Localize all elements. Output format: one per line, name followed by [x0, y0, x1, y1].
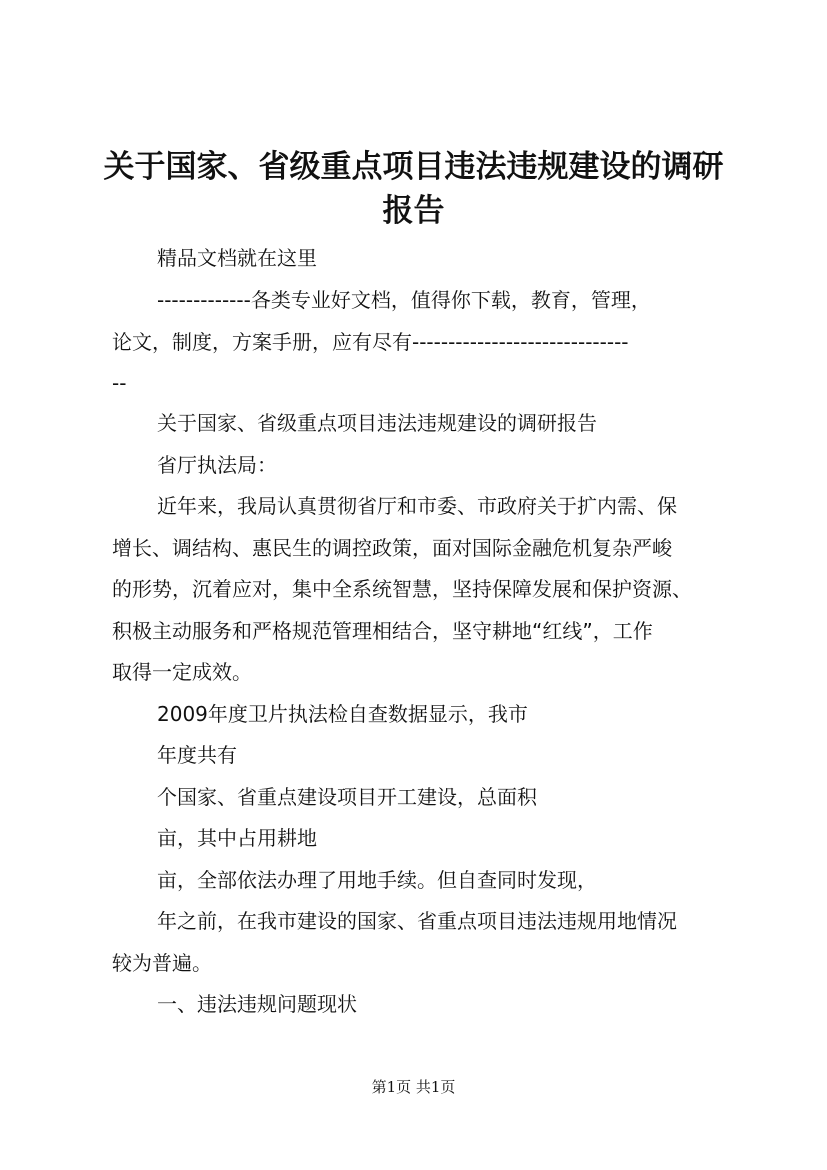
paragraph-1-line-1: 近年来，我局认真贯彻省厅和市委、市政府关于扩内需、保 [157, 494, 677, 518]
page-footer: 第1页 共1页 [371, 1078, 456, 1096]
paragraph-1-line-3: 的形势，沉着应对，集中全系统智慧，坚持保障发展和保护资源、 [112, 577, 692, 601]
banner-line-2: 论文，制度，方案手册，应有尽有------------------------------ [112, 330, 629, 354]
paragraph-7-line-2: 较为普遍。 [112, 951, 212, 975]
banner-line-3: -- [112, 371, 127, 395]
paragraph-1-line-5: 取得一定成效。 [112, 660, 252, 684]
paragraph-2: 2009年度卫片执法检自查数据显示，我市 [157, 702, 528, 726]
banner-line-1: -------------各类专业好文档，值得你下载，教育，管理， [157, 288, 651, 312]
paragraph-4: 个国家、省重点建设项目开工建设，总面积 [157, 785, 537, 809]
title-line-1: 关于国家、省级重点项目违法违规建设的调研 [103, 149, 724, 185]
title-line-2: 报告 [382, 193, 445, 229]
paragraph-3: 年度共有 [157, 743, 237, 767]
report-heading: 关于国家、省级重点项目违法违规建设的调研报告 [157, 411, 597, 435]
recipient: 省厅执法局： [157, 453, 277, 477]
header-note: 精品文档就在这里 [157, 246, 317, 270]
paragraph-6: 亩，全部依法办理了用地手续。但自查同时发现， [157, 868, 597, 892]
paragraph-5: 亩，其中占用耕地 [157, 826, 317, 850]
document-title [100, 145, 727, 233]
paragraph-1-line-2: 增长、调结构、惠民生的调控政策，面对国际金融危机复杂严峻 [112, 536, 672, 560]
section-heading-1: 一、违法违规问题现状 [157, 992, 357, 1016]
paragraph-1-line-4: 积极主动服务和严格规范管理相结合，坚守耕地“红线”，工作 [112, 619, 653, 643]
paragraph-7-line-1: 年之前，在我市建设的国家、省重点项目违法违规用地情况 [157, 909, 677, 933]
